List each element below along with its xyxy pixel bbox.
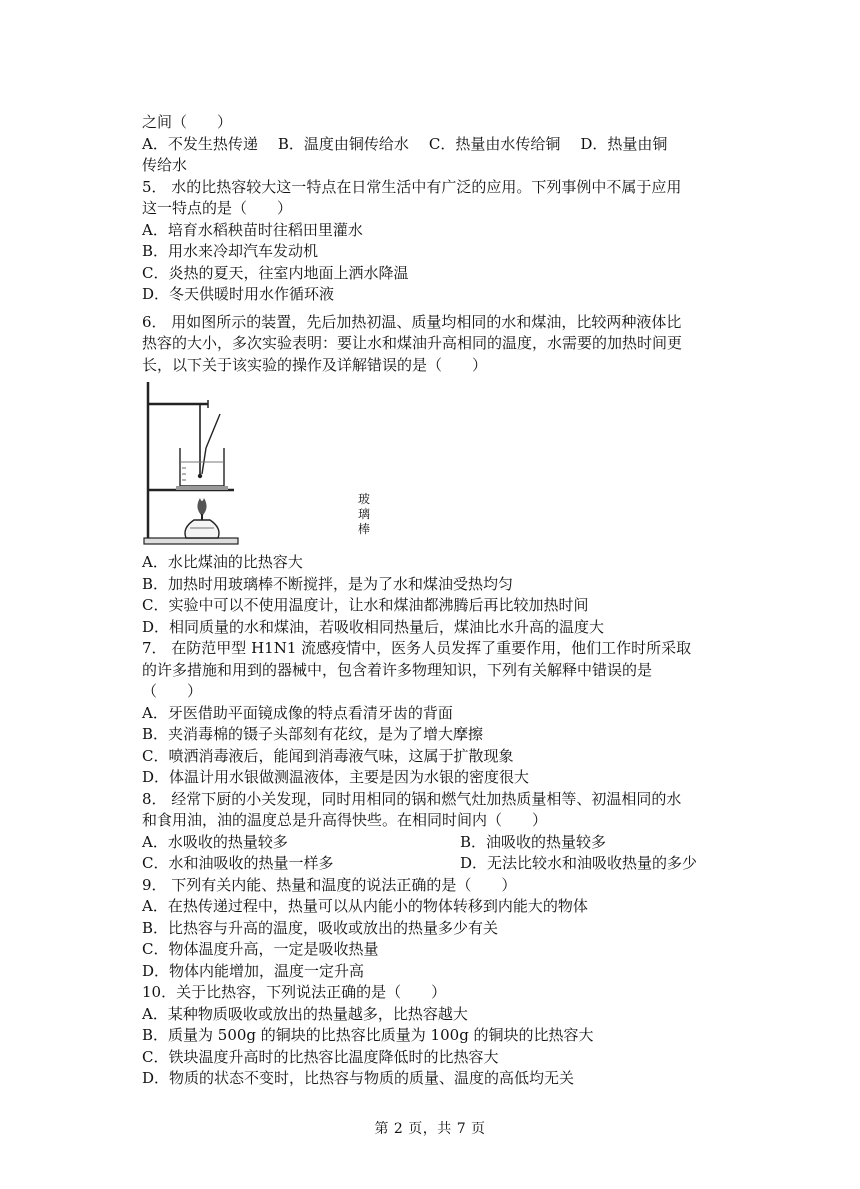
- option-row: [142, 853, 722, 875]
- question-6: [142, 312, 722, 639]
- option-a: A．牙医借助平面镜成像的特点看清牙齿的背面: [142, 703, 453, 722]
- option-c: C．喷洒消毒液后，能闻到消毒液气味，这属于扩散现象: [142, 746, 514, 765]
- option-b: B．质量为 500g 的铜块的比热容比质量为 100g 的铜块的比热容大: [142, 1026, 594, 1044]
- option-a: A．水比煤油的比热容大: [142, 553, 303, 571]
- option-d: D．物质的状态不变时，比热容与物质的质量、温度的高低均无关: [142, 1069, 575, 1087]
- option-a: A．在热传递过程中，热量可以从内能小的物体转移到内能大的物体: [142, 897, 588, 915]
- option-a: A．培育水稻秧苗时往稻田里灌水: [142, 220, 363, 239]
- question-stem: 这一特点的是（ ）: [142, 199, 293, 217]
- question-stem: 9． 下列有关内能、热量和温度的说法正确的是（ ）: [142, 875, 517, 894]
- option-d: D．体温计用水银做测温液体，主要是因为水银的密度很大: [142, 768, 530, 786]
- option-c: C．热量由水传给铜: [428, 134, 561, 153]
- question-5: [142, 177, 722, 306]
- apparatus-figure: [142, 378, 371, 548]
- question-stem: 6． 用如图所示的装置，先后加热初温、质量均相同的水和煤油，比较两种液体比: [142, 312, 682, 331]
- option-d: D．无法比较水和油吸收热量的多少: [460, 854, 698, 872]
- option-c: C．水和油吸收的热量一样多: [142, 854, 334, 872]
- heating-apparatus-diagram: [142, 378, 242, 548]
- option-d: D．物体内能增加，温度一定升高: [142, 961, 365, 980]
- option-row: [142, 832, 722, 854]
- option-d: D．冬天供暖时用水作循环液: [142, 285, 335, 303]
- question-stem: （ ）: [142, 682, 203, 700]
- question-stem: 5． 水的比热容较大这一特点在日常生活中有广泛的应用。下列事例中不属于应用: [142, 177, 682, 196]
- question-4-tail: [142, 112, 722, 177]
- option-c: C．炎热的夏天，往室内地面上洒水降温: [142, 263, 409, 282]
- option-d-wrap: 传给水: [142, 156, 188, 174]
- option-d: D．热量由铜: [580, 134, 668, 153]
- question-stem: 7． 在防范甲型 H1N1 流感疫情中，医务人员发挥了重要作用，他们工作时所采取: [142, 639, 692, 657]
- option-d: D．相同质量的水和煤油，若吸收相同热量后，煤油比水升高的温度大: [142, 617, 605, 636]
- question-stem: 热容的大小，多次实验表明：要让水和煤油升高相同的温度，水需要的加热时间更: [142, 334, 683, 352]
- question-stem: 8． 经常下厨的小关发现，同时用相同的锅和燃气灶加热质量相等、初温相同的水: [142, 789, 682, 808]
- option-c: C．铁块温度升高时的比热容比温度降低时的比热容大: [142, 1047, 499, 1066]
- question-10: [142, 982, 722, 1090]
- question-stem: 和食用油，油的温度总是升高得快些。在相同时间内（ ）: [142, 811, 548, 829]
- option-c: C．物体温度升高，一定是吸收热量: [142, 940, 379, 958]
- option-b: B．油吸收的热量较多: [460, 832, 607, 851]
- option-a: A．某种物质吸收或放出的热量越多，比热容越大: [142, 1004, 468, 1023]
- option-b: B．夹消毒棉的镊子头部刻有花纹，是为了增大摩擦: [142, 725, 484, 743]
- glass-rod-label: 玻璃棒: [358, 492, 371, 536]
- question-7: [142, 638, 722, 789]
- question-stem: 的许多措施和用到的器械中，包含着许多物理知识，下列有关解释中错误的是: [142, 660, 653, 679]
- option-a: A．水吸收的热量较多: [142, 832, 288, 851]
- option-b: B．温度由铜传给水: [277, 134, 409, 153]
- option-b: B．比热容与升高的温度，吸收或放出的热量多少有关: [142, 918, 499, 937]
- question-stem: 10．关于比热容，下列说法正确的是（ ）: [142, 983, 447, 1001]
- page-footer: 第 2 页，共 7 页: [374, 1121, 486, 1137]
- page-content: [142, 112, 722, 1090]
- option-c: C．实验中可以不使用温度计，让水和煤油都沸腾后再比较加热时间: [142, 596, 589, 614]
- option-a: A．不发生热传递: [142, 134, 258, 153]
- option-b: B．加热时用玻璃棒不断搅拌，是为了水和煤油受热均匀: [142, 574, 514, 593]
- question-9: [142, 875, 722, 983]
- question-stem: 之间（ ）: [142, 113, 233, 131]
- question-stem: 长，以下关于该实验的操作及详解错误的是（ ）: [142, 355, 488, 374]
- option-b: B．用水来冷却汽车发动机: [142, 242, 319, 260]
- question-8: [142, 789, 722, 875]
- option-row: [142, 134, 722, 156]
